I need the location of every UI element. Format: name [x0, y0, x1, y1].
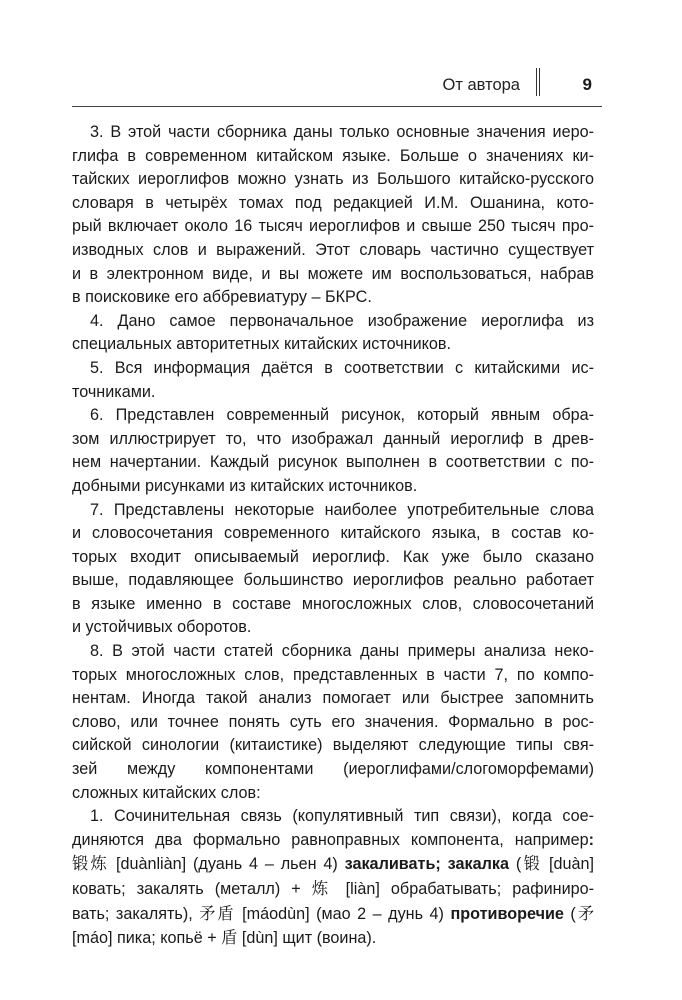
- paragraph-line: нем начертании. Каждый рисунок выполнен в соответствии с по-: [72, 453, 594, 472]
- hanzi-char: 矛: [575, 903, 595, 923]
- paragraph-line: зом иллюстрирует то, что изображал данный иероглиф в древ-: [72, 429, 594, 448]
- paragraph-line: точниками.: [72, 382, 156, 401]
- paragraph-line: и устойчивых оборотов.: [72, 618, 252, 637]
- header-divider-line: [536, 68, 537, 96]
- running-title: От автора: [442, 76, 520, 94]
- paragraph-line: 1. Сочинительная связь (копулятивный тип связи), когда сое-: [90, 807, 594, 826]
- paragraph-line: 3. В этой части сборника даны только основные значения иеро-: [90, 123, 594, 141]
- paragraph-line: специальных авторитетных китайских источников.: [72, 335, 452, 354]
- hanzi-word: 矛盾: [199, 903, 236, 923]
- hanzi-char: 锻: [521, 854, 543, 874]
- paragraph-line: диняются два формально равноправных компонента, например:: [72, 830, 594, 849]
- hanzi-char: 盾: [221, 928, 238, 948]
- paragraph-line: 锻炼 [duànliàn] (дуань 4 – льен 4) закаливать; закалка (锻 [duàn]: [72, 854, 595, 874]
- paragraph-line: выше, подавляющее большинство иероглифов реально работает: [72, 571, 594, 590]
- paragraph: [72, 121, 594, 310]
- main-text: [72, 121, 594, 951]
- hanzi-char: 炼: [311, 879, 335, 898]
- paragraph-line: добными рисунками из китайских источников.: [72, 476, 418, 495]
- paragraph-line: 7. Представлены некоторые наиболее употребительные слова: [90, 500, 594, 519]
- page-number: 9: [582, 75, 592, 94]
- paragraph: [72, 310, 594, 357]
- paragraph-line: и в электронном виде, и вы можете им воспользоваться, набрав: [72, 264, 594, 283]
- paragraph-list: [72, 121, 594, 805]
- paragraph-line: торых входит описываемый иероглиф. Как уже было сказано: [72, 547, 594, 566]
- header-divider-line: [539, 68, 540, 96]
- paragraph-line: [máo] пика; копьё + 盾 [dùn] щит (воина).: [72, 928, 377, 948]
- running-header: [72, 64, 602, 108]
- paragraph-line: вать; закалять), 矛盾 [máodùn] (мао 2 – дунь 4) противоречие (矛: [72, 903, 595, 923]
- paragraph-line: изводных слов и выражений. Этот словарь частично существует: [72, 240, 594, 259]
- paragraph-line: торых многосложных слов, представленных в части 7, по компо-: [72, 665, 594, 684]
- paragraph: [72, 404, 594, 498]
- paragraph-line: и словосочетания современного китайского языка, в состав ко-: [72, 524, 594, 543]
- paragraph-line: 6. Представлен современный рисунок, который явным обра-: [90, 406, 594, 425]
- paragraph-line: рый включает около 16 тысяч иероглифов и свыше 250 тысяч про-: [72, 217, 594, 236]
- translation-bold: закаливать; закалка: [344, 855, 509, 874]
- paragraph-line: зей между компонентами (иероглифами/слогоморфемами): [72, 760, 594, 779]
- paragraph: [72, 499, 594, 641]
- paragraph-line: нентам. Иногда такой анализ помогает или быстрее запомнить: [72, 689, 594, 708]
- paragraph-line: сийской синологии (китаистике) выделяют следующие типы свя-: [72, 736, 594, 755]
- paragraph-line: в поисковике его аббревиатуру – БКРС.: [72, 288, 372, 307]
- paragraph-line: тайских иероглифов можно узнать из Большого китайско-русского: [72, 170, 594, 189]
- paragraph-line: словаря в четырёх томах под редакцией И.М. Ошанина, кото-: [72, 193, 594, 212]
- paragraph-line: 8. В этой части статей сборника даны примеры анализа неко-: [90, 642, 594, 661]
- paragraph-line: 5. Вся информация даётся в соответствии с китайскими ис-: [90, 358, 594, 377]
- translation-bold: противоречие: [450, 904, 564, 923]
- paragraph: [72, 357, 594, 404]
- paragraph-line: в языке именно в составе многосложных слов, словосочетаний: [72, 594, 594, 613]
- hanzi-word: 锻炼: [72, 854, 110, 874]
- paragraph: [72, 640, 594, 805]
- header-rule: [72, 106, 602, 107]
- paragraph-line: сложных китайских слов:: [72, 783, 261, 802]
- paragraph-line: ковать; закалять (металл) + 炼 [liàn] обрабатывать; рафиниро-: [72, 879, 595, 898]
- example-paragraph: [72, 805, 594, 951]
- paragraph-line: глифа в современном китайском языке. Больше о значениях ки-: [72, 146, 594, 165]
- paragraph-line: слово, или точнее понять суть его значения. Формально в рос-: [72, 712, 594, 731]
- paragraph-line: 4. Дано самое первоначальное изображение иероглифа из: [90, 311, 594, 330]
